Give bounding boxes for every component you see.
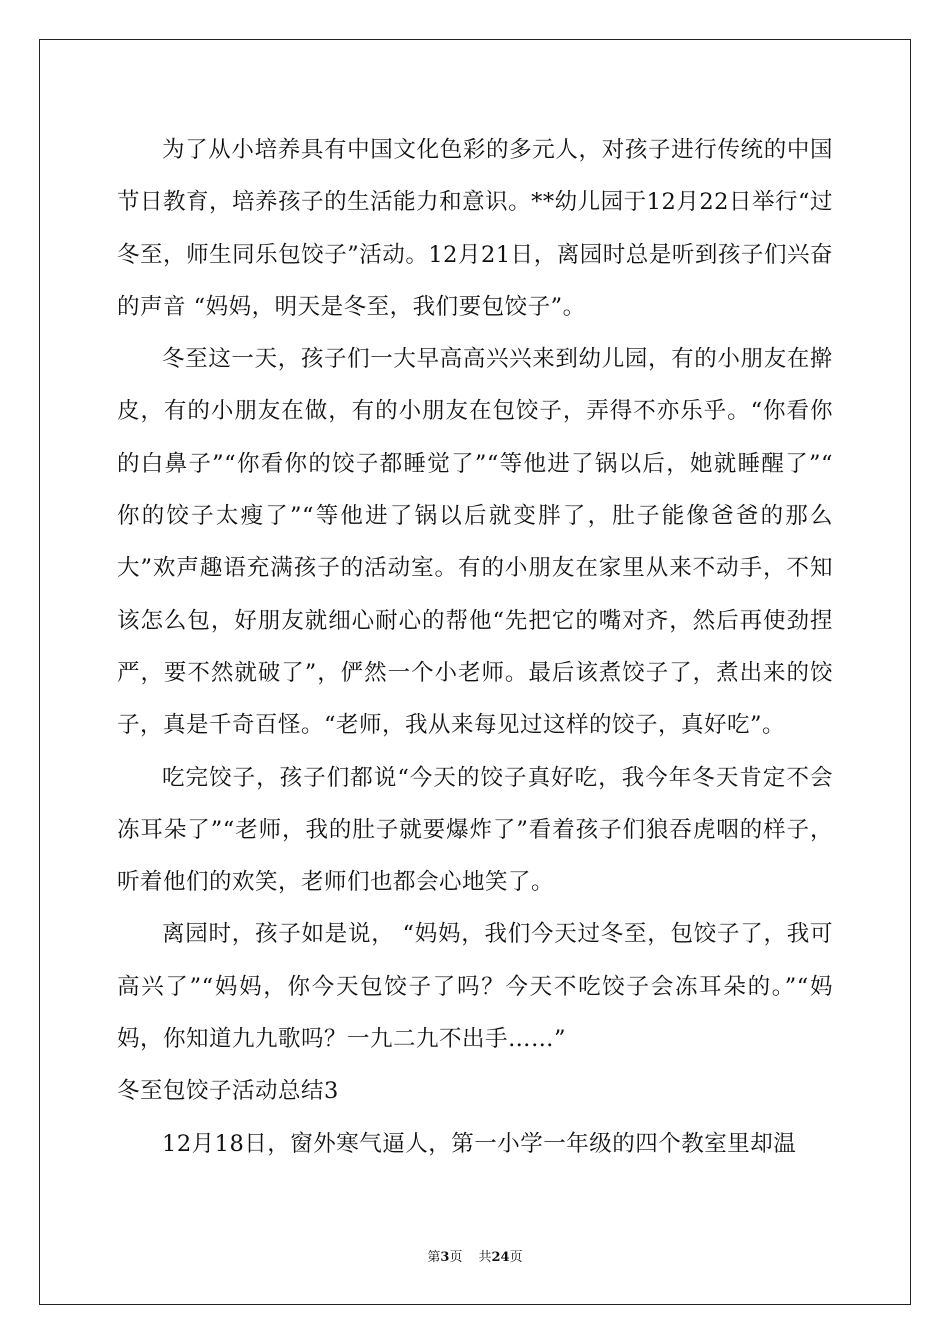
paragraph-4: 离园时，孩子如是说， “妈妈，我们今天过冬至，包饺子了，我可高兴了”“妈妈，你今天包饺子了吗？今天不吃饺子会冻耳朵的。”“妈妈，你知道九九歌吗？一九二九不出手……” [117, 921, 833, 1053]
page-prefix: 第 [427, 1250, 441, 1265]
paragraph-5: 12月18日，窗外寒气逼人，第一小学一年级的四个教室里却温 [162, 1130, 797, 1157]
section-heading: 冬至包饺子活动总结3 [117, 1078, 339, 1105]
page-number: 3 [440, 1250, 450, 1265]
total-suffix: 页 [509, 1250, 523, 1265]
total-pages: 24 [491, 1250, 510, 1265]
page-footer [0, 1246, 950, 1265]
paragraph-2: 冬至这一天，孩子们一大早高高兴兴来到幼儿园，有的小朋友在擀皮，有的小朋友在做，有的小朋友在包饺子，弄得不亦乐乎。“你看你的白鼻子”“你看你的饺子都睡觉了”“等他进了锅以后，她就睡醒了”“ 你的饺子太瘦了”“等他进了锅以后就变胖了，肚子能像爸爸的那么大”欢声趣语充满孩子的活动室。有的小朋友在家里从来不动手，不知该怎么包，好朋友就细心耐心的帮他“先把它的嘴对齐，然后再使劲捏严，要不然就破了”，俨然一个小老师。最后该煮饺子了，煮出来的饺子，真是千奇百怪。“老师，我从来每见过这样的饺子，真好吃”。 [117, 346, 833, 739]
paragraph-3: 吃完饺子，孩子们都说“今天的饺子真好吃，我今年冬天肯定不会冻耳朵了”“老师，我的肚子就要爆炸了”看着孩子们狼吞虎咽的样子，听着他们的欢笑，老师们也都会心地笑了。 [117, 764, 833, 896]
total-prefix: 共 [478, 1250, 492, 1265]
page-suffix: 页 [449, 1250, 463, 1265]
paragraph-1: 为了从小培养具有中国文化色彩的多元人，对孩子进行传统的中国节日教育，培养孩子的生活能力和意识。**幼儿园于12月22日举行“过冬至，师生同乐包饺子”活动。12月21日，离园时总是听到孩子们兴奋的声音 “妈妈，明天是冬至，我们要包饺子”。 [117, 137, 833, 320]
document-body [117, 124, 833, 1170]
